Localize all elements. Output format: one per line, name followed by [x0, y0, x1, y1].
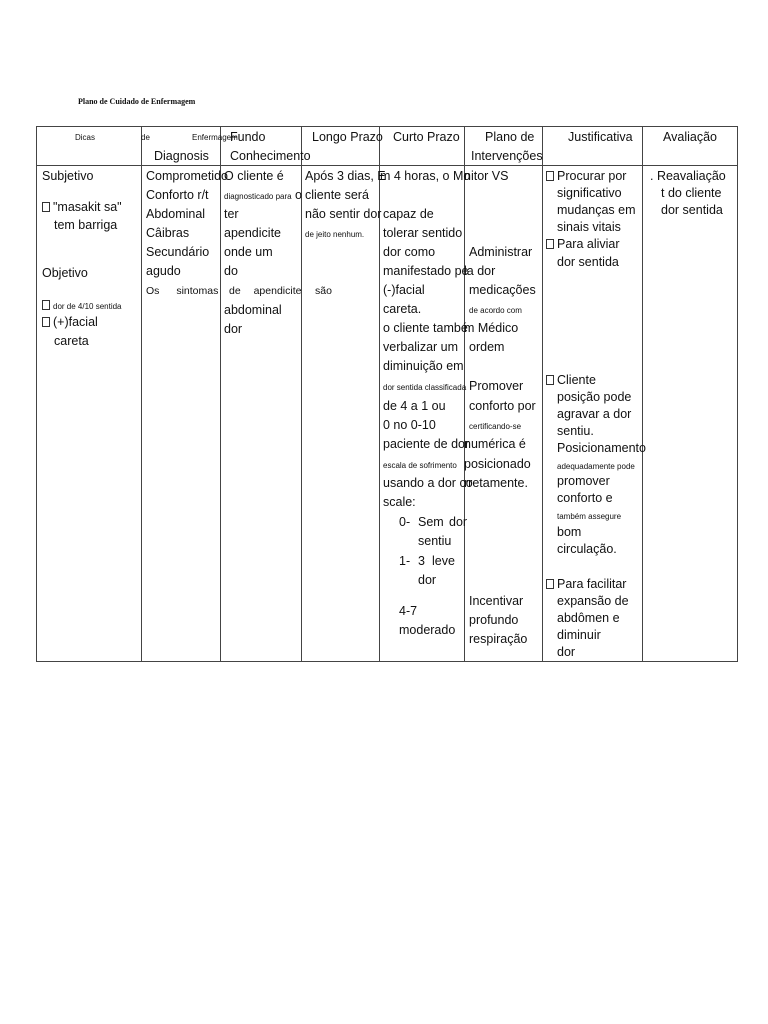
pain-scale-item: 0- — [399, 515, 411, 529]
short-term-goal-line: (-)facial — [383, 283, 425, 297]
short-term-goal-line: scale: — [383, 495, 416, 509]
objective-item: dor de 4/10 sentida — [42, 298, 122, 317]
checkbox-bullet-icon — [546, 579, 554, 589]
label-subjetivo: Subjetivo — [42, 169, 94, 183]
rationale-line: diminuir — [557, 628, 601, 642]
intervention-line: Promover — [469, 379, 524, 393]
checkbox-bullet-icon — [546, 239, 554, 249]
rationale-line: circulação. — [557, 542, 617, 556]
header-longo-prazo: Longo Prazo — [312, 130, 383, 144]
rationale-line: promover — [557, 474, 610, 488]
short-term-goal-line: diminuição em — [383, 359, 464, 373]
rationale-line: posição pode — [557, 390, 632, 404]
header-curto-prazo: Curto Prazo — [393, 130, 460, 144]
short-term-goal-line: verbalizar um — [383, 340, 459, 354]
diagnosis-line: Abdominal — [146, 207, 206, 221]
short-term-goal-line: m 4 horas, o Mo — [380, 169, 471, 183]
rationale-line: adequadamente pode — [557, 462, 635, 471]
pain-scale-item: leve — [432, 554, 455, 568]
background-line: O cliente é — [224, 169, 284, 183]
subjective-item: "masakit sa" — [42, 198, 122, 217]
background-line: abdominal — [224, 303, 282, 317]
evaluation-line: dor sentida — [661, 203, 723, 217]
header-plano-de: Plano de — [485, 130, 535, 144]
column-divider — [301, 127, 302, 661]
pain-scale-item: Sem — [418, 515, 444, 529]
intervention-line: la dor — [464, 264, 496, 278]
header-fundo: Fundo — [230, 130, 266, 144]
diagnosis-line: Comprometido — [146, 169, 228, 183]
background-line: são — [315, 285, 332, 297]
rationale-item: Cliente — [546, 371, 596, 390]
rationale-item: Procurar por — [546, 167, 626, 186]
intervention-line: conforto por — [469, 399, 536, 413]
short-term-goal-line: capaz de — [383, 207, 434, 221]
intervention-line: profundo — [469, 613, 519, 627]
short-term-goal-line: escala de sofrimento — [383, 461, 457, 470]
subjective-item-cont: tem barriga — [54, 218, 118, 232]
document-title: Plano de Cuidado de Enfermagem — [78, 97, 196, 106]
rationale-line: também assegure — [557, 512, 622, 521]
rationale-line: conforto e — [557, 491, 613, 505]
pain-scale-item: dor — [418, 573, 437, 587]
header-justificativa: Justificativa — [568, 130, 633, 144]
rationale-item: Para facilitar — [546, 575, 626, 594]
background-line: apendicite — [224, 226, 281, 240]
column-divider — [642, 127, 643, 661]
pain-scale-item: 1- — [399, 554, 411, 568]
short-term-goal-line: o cliente també — [383, 321, 468, 335]
short-term-goal-line: paciente de dor — [383, 437, 470, 451]
pain-scale-item: sentiu — [418, 534, 452, 548]
diagnosis-line: agudo — [146, 264, 181, 278]
rationale-line: dor sentida — [557, 255, 619, 269]
diagnosis-line: Secundário — [146, 245, 210, 259]
background-line: de apendicite — [229, 285, 302, 297]
long-term-goal-line: Após 3 dias, E — [305, 169, 386, 183]
intervention-line: respiração — [469, 632, 528, 646]
pain-scale-item: 4-7 — [399, 604, 418, 618]
header-enfermagem: Enfermagem — [192, 133, 238, 142]
rationale-line: dor — [557, 645, 576, 659]
long-term-goal-line: cliente será — [305, 188, 369, 202]
intervention-line: de acordo com — [469, 306, 522, 315]
intervention-line: m Médico — [464, 321, 519, 335]
background-line: do — [224, 264, 238, 278]
background-line: diagnosticado para — [224, 192, 292, 201]
rationale-item: Para aliviar — [546, 235, 620, 254]
background-line: o — [295, 188, 302, 202]
rationale-line: mudanças em — [557, 203, 636, 217]
diagnosis-line: Conforto r/t — [146, 188, 209, 202]
checkbox-bullet-icon — [546, 171, 554, 181]
rationale-line: Posicionamento — [557, 441, 646, 455]
header-divider — [37, 165, 737, 166]
header-avaliacao: Avaliação — [663, 130, 717, 144]
rationale-line: sinais vitais — [557, 220, 621, 234]
evaluation-line: . Reavaliação — [650, 169, 726, 183]
diagnosis-line: Os sintomas — [146, 285, 219, 297]
short-term-goal-line: de 4 a 1 ou — [383, 399, 446, 413]
long-term-goal-line: de jeito nenhum. — [305, 230, 365, 239]
checkbox-bullet-icon — [42, 202, 50, 212]
column-divider — [141, 127, 142, 661]
header-conhecimento: Conhecimento — [230, 149, 311, 163]
objective-item: (+)facial — [42, 313, 98, 332]
short-term-goal-line: dor sentida classificada — [383, 383, 467, 392]
rationale-line: significativo — [557, 186, 622, 200]
short-term-goal-line: usando a dor co — [383, 476, 473, 490]
evaluation-line: t do cliente — [661, 186, 722, 200]
short-term-goal-line: tolerar sentido — [383, 226, 463, 240]
label-objetivo: Objetivo — [42, 266, 88, 280]
rationale-line: agravar a dor — [557, 407, 632, 421]
rationale-line: sentiu. — [557, 424, 594, 438]
header-de: de — [141, 133, 150, 142]
short-term-goal-line: careta. — [383, 302, 422, 316]
background-line: ter — [224, 207, 239, 221]
intervention-line: nitor VS — [464, 169, 509, 183]
rationale-line: abdômen e — [557, 611, 620, 625]
checkbox-bullet-icon — [42, 317, 50, 327]
short-term-goal-line: dor como — [383, 245, 436, 259]
header-intervencoes: Intervenções — [471, 149, 543, 163]
checkbox-bullet-icon — [42, 300, 50, 310]
long-term-goal-line: não sentir dor — [305, 207, 382, 221]
column-divider — [220, 127, 221, 661]
checkbox-bullet-icon — [546, 375, 554, 385]
short-term-goal-line: 0 no 0-10 — [383, 418, 436, 432]
diagnosis-line: Câibras — [146, 226, 190, 240]
intervention-line: medicações — [469, 283, 536, 297]
nursing-care-plan-table — [36, 126, 738, 662]
pain-scale-item: moderado — [399, 623, 456, 637]
column-divider — [542, 127, 543, 661]
header-dicas: Dicas — [75, 133, 96, 142]
intervention-line: rretamente. — [464, 476, 528, 490]
intervention-line: certificando-se — [469, 422, 522, 431]
background-line: dor — [224, 322, 243, 336]
intervention-line: Incentivar — [469, 594, 524, 608]
background-line: onde um — [224, 245, 273, 259]
short-term-goal-line: manifestado pe — [383, 264, 469, 278]
rationale-line: bom — [557, 525, 582, 539]
intervention-line: Administrar — [469, 245, 533, 259]
intervention-line: posicionado — [464, 457, 531, 471]
pain-scale-item: dor — [449, 515, 468, 529]
objective-item-cont: careta — [54, 334, 89, 348]
rationale-line: expansão de — [557, 594, 629, 608]
pain-scale-item: 3 — [418, 554, 425, 568]
intervention-line: numérica é — [464, 437, 526, 451]
header-diagnosis: Diagnosis — [154, 149, 209, 163]
intervention-line: ordem — [469, 340, 505, 354]
